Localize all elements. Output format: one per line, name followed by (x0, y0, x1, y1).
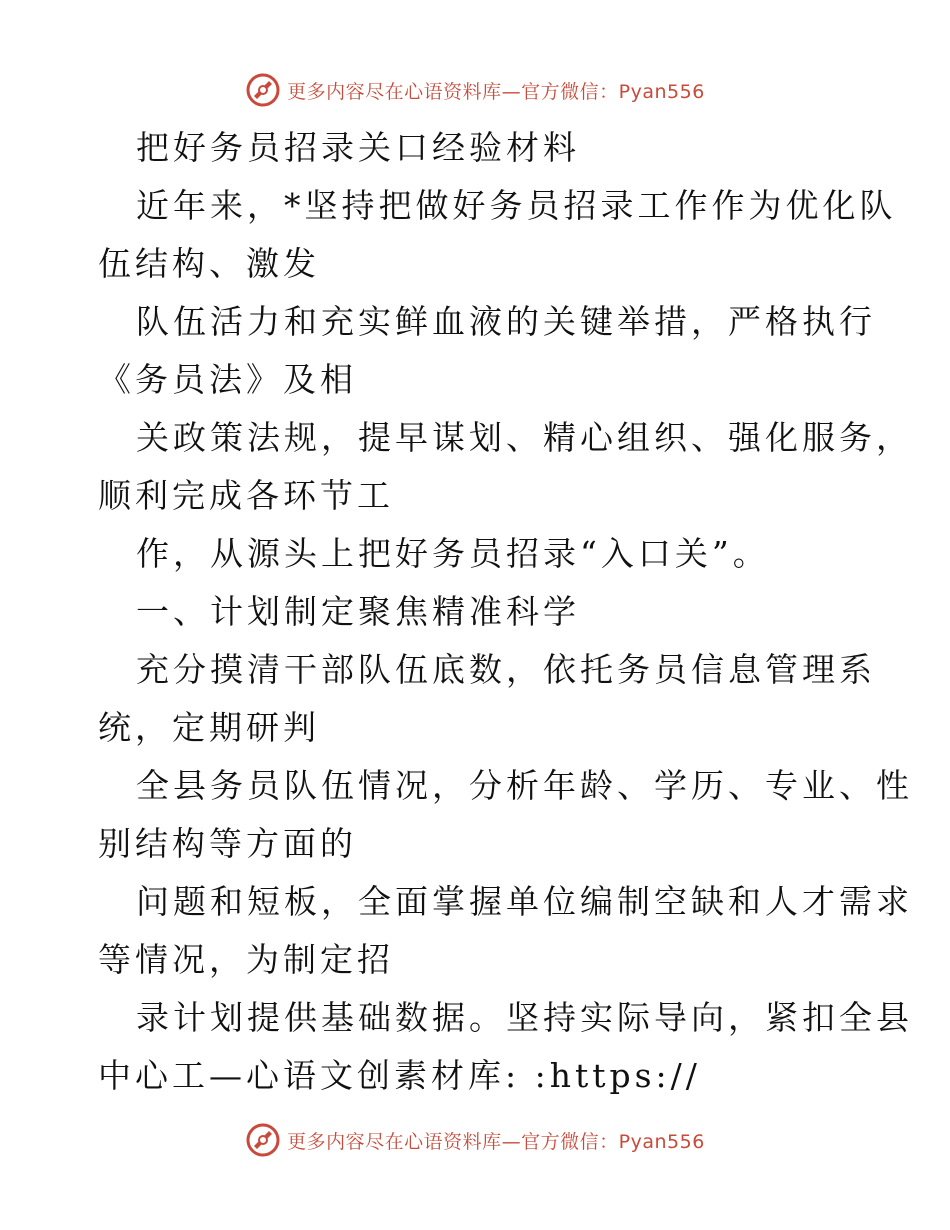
text-line: 问题和短板，全面掌握单位编制空缺和人才需求 (136, 882, 913, 921)
header-watermark-text: 更多内容尽在心语资料库—官方微信：Pyan556 (287, 80, 705, 103)
logo-icon (245, 72, 281, 108)
text-line: 伍结构、激发 (98, 244, 320, 283)
text-line: 统，定期研判 (98, 708, 320, 747)
header-watermark-banner (0, 68, 950, 112)
text-line: 中心工—心语文创素材库: :https:// (98, 1056, 701, 1095)
text-line: 顺利完成各环节工 (98, 476, 394, 515)
text-line: 充分摸清干部队伍底数，依托务员信息管理系 (136, 650, 876, 689)
logo-icon (245, 1122, 281, 1158)
text-line: 近年来，*坚持把做好务员招录工作作为优化队 (136, 186, 897, 225)
text-line: 全县务员队伍情况，分析年龄、学历、专业、性 (136, 766, 913, 805)
section-heading: 一、计划制定聚焦精准科学 (136, 592, 580, 631)
text-line: 别结构等方面的 (98, 824, 357, 863)
text-line: 录计划提供基础数据。坚持实际导向，紧扣全县 (136, 998, 913, 1037)
text-line: 作，从源头上把好务员招录“入口关”。 (136, 534, 770, 573)
text-line: 《务员法》及相 (98, 360, 357, 399)
text-line: 关政策法规，提早谋划、精心组织、强化服务， (136, 418, 913, 457)
document-title: 把好务员招录关口经验材料 (136, 128, 580, 167)
footer-watermark-banner (0, 1118, 950, 1162)
text-line: 等情况，为制定招 (98, 940, 394, 979)
text-line: 队伍活力和充实鲜血液的关键举措，严格执行 (136, 302, 876, 341)
footer-watermark-text: 更多内容尽在心语资料库—官方微信：Pyan556 (287, 1130, 705, 1153)
